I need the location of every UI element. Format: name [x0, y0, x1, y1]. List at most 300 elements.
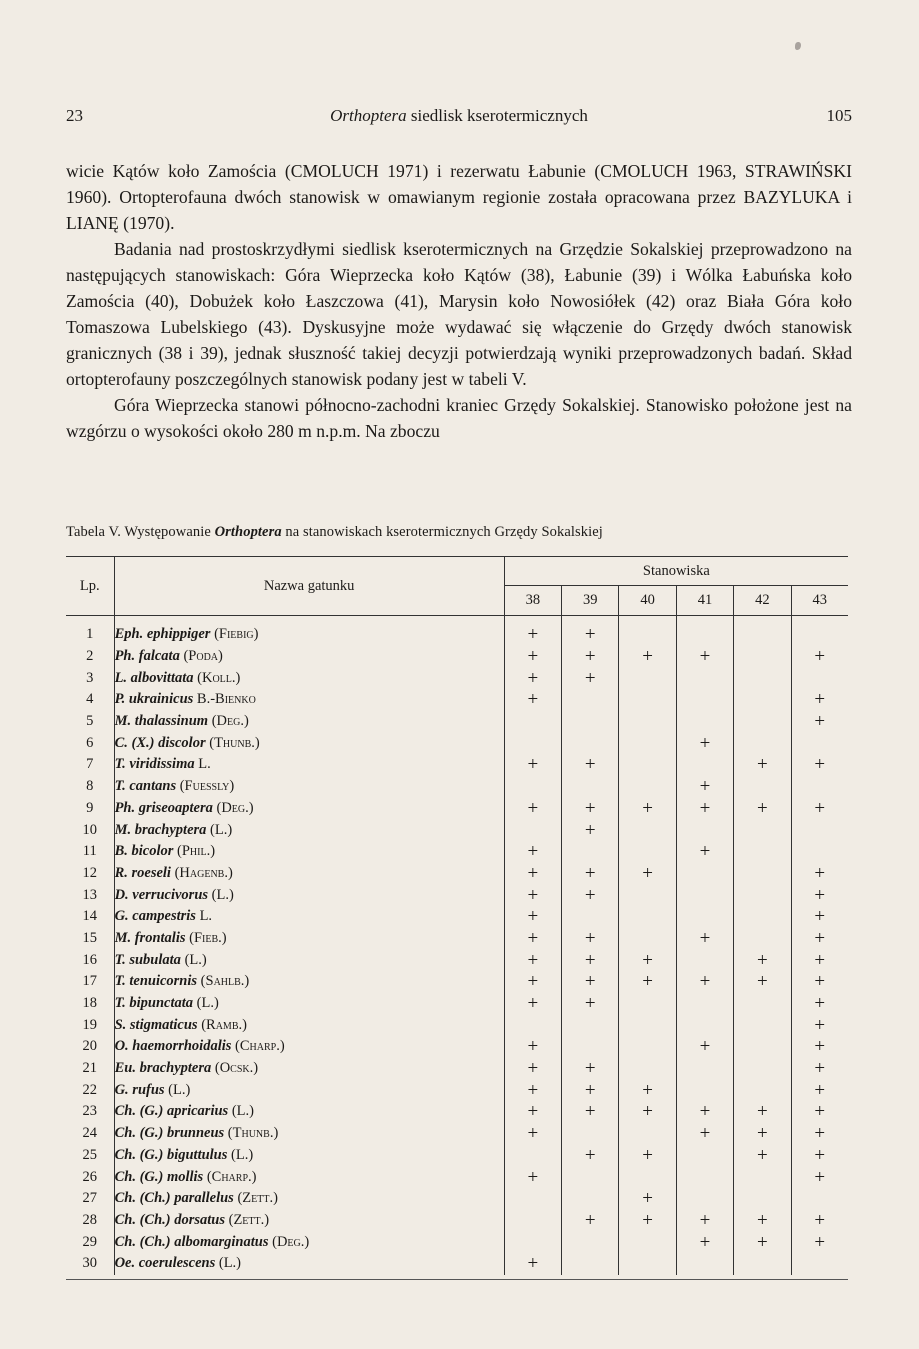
presence-cell-43: + — [814, 1209, 826, 1231]
table-row — [66, 971, 848, 993]
presence-cell-39: + — [562, 1058, 619, 1080]
presence-cell-43: + — [814, 884, 826, 906]
species-author: (Charp.) — [235, 1038, 285, 1055]
presence-cell-43 — [791, 616, 848, 646]
presence-cell-39 — [562, 776, 619, 798]
species-name — [114, 1058, 504, 1080]
presence-cell-40 — [619, 1253, 676, 1275]
presence-cell-39 — [562, 711, 619, 733]
presence-cell-42 — [734, 616, 791, 646]
presence-cell-43 — [791, 667, 848, 689]
presence-cell-41 — [676, 949, 733, 971]
species-name — [114, 819, 504, 841]
row-number: 24 — [66, 1123, 114, 1145]
presence-cell-40: + — [619, 1079, 676, 1101]
presence-cell-42 — [734, 1036, 791, 1058]
presence-cell-42 — [734, 1166, 791, 1188]
species-name — [114, 732, 504, 754]
species-name — [114, 949, 504, 971]
presence-cell-41: + — [676, 776, 733, 798]
presence-cell-40 — [619, 754, 676, 776]
species-binomial: D. verrucivorus — [114, 886, 209, 903]
species-name — [114, 841, 504, 863]
presence-cell-38: + — [504, 949, 561, 971]
column-header-lp: Lp. — [66, 557, 114, 616]
presence-cell-39 — [562, 1253, 619, 1275]
presence-cell-40 — [619, 1058, 676, 1080]
species-author: (Deg.) — [211, 713, 249, 730]
presence-cell-43: + — [814, 1144, 826, 1166]
row-number: 19 — [66, 1014, 114, 1036]
species-name — [114, 1123, 504, 1145]
presence-cell-41: + — [676, 1123, 733, 1145]
presence-cell-41 — [676, 1014, 733, 1036]
species-author: L. — [198, 756, 211, 773]
presence-cell-42 — [734, 863, 791, 885]
presence-cell-41 — [676, 1079, 733, 1101]
presence-cell-41 — [676, 689, 733, 711]
presence-cell-39: + — [562, 667, 619, 689]
presence-cell-39 — [562, 689, 619, 711]
presence-cell-41 — [676, 667, 733, 689]
presence-cell-42 — [734, 776, 791, 798]
presence-cell-39: + — [562, 1210, 619, 1232]
table-row — [66, 841, 848, 863]
page-number-right: 105 — [826, 106, 852, 125]
species-binomial: M. thalassinum — [114, 713, 209, 730]
row-number: 27 — [66, 1188, 114, 1210]
row-number: 15 — [66, 928, 114, 950]
station-header-40: 40 — [619, 586, 676, 616]
presence-cell-43: + — [814, 689, 826, 711]
row-number: 1 — [66, 616, 114, 646]
table-row — [66, 732, 848, 754]
presence-cell-40 — [619, 689, 676, 711]
species-name — [114, 667, 504, 689]
presence-cell-40 — [619, 993, 676, 1015]
presence-cell-41: + — [676, 971, 733, 993]
presence-cell-39: + — [562, 949, 619, 971]
species-binomial: G. rufus — [114, 1081, 165, 1098]
presence-cell-38: + — [504, 841, 561, 863]
presence-cell-38 — [504, 1014, 561, 1036]
column-header-stations: Stanowiska — [504, 557, 848, 586]
row-number: 14 — [66, 906, 114, 928]
species-author: (Zett.) — [237, 1190, 278, 1207]
presence-cell-38 — [504, 1231, 561, 1253]
presence-cell-40: + — [619, 1101, 676, 1123]
species-binomial: T. subulata — [114, 951, 181, 968]
presence-cell-39: + — [562, 884, 619, 906]
presence-cell-41 — [676, 1145, 733, 1167]
table-row — [66, 1101, 848, 1123]
species-binomial: Oe. coerulescens — [114, 1255, 216, 1272]
species-binomial: Eph. ephippiger — [114, 626, 211, 643]
presence-cell-42 — [734, 884, 791, 906]
species-author: (L.) — [210, 821, 233, 838]
presence-cell-42: + — [734, 1101, 791, 1123]
species-author: (L.) — [211, 886, 234, 903]
presence-cell-40 — [619, 667, 676, 689]
row-number: 18 — [66, 993, 114, 1015]
species-binomial: T. viridissima — [114, 756, 195, 773]
table-row — [66, 1123, 848, 1145]
species-author: L. — [199, 908, 213, 925]
presence-cell-38: + — [504, 1166, 561, 1188]
row-number: 25 — [66, 1145, 114, 1167]
presence-cell-43: + — [814, 1036, 826, 1058]
presence-cell-41 — [676, 884, 733, 906]
species-author: (Hagenb.) — [174, 864, 233, 881]
presence-cell-41: + — [676, 646, 733, 668]
presence-cell-41 — [676, 1253, 733, 1275]
presence-cell-38: + — [504, 1036, 561, 1058]
presence-cell-38 — [504, 776, 561, 798]
presence-cell-43: + — [814, 906, 826, 928]
ink-speck — [795, 42, 801, 50]
paragraph-3: Góra Wieprzecka stanowi północno-zachodni kraniec Grzędy Sokalskiej. Stanowisko położone jest na wzgórzu o wysokości około 280 m n.p.m. Na zboczu — [66, 395, 852, 441]
presence-cell-42 — [734, 841, 791, 863]
species-author: (Zett.) — [228, 1211, 270, 1228]
presence-cell-42 — [734, 819, 791, 841]
presence-cell-40 — [619, 732, 676, 754]
row-number: 5 — [66, 711, 114, 733]
presence-cell-42 — [734, 1079, 791, 1101]
presence-cell-43: + — [814, 797, 826, 819]
table-row — [66, 906, 848, 928]
presence-cell-38: + — [504, 971, 561, 993]
presence-cell-40 — [619, 776, 676, 798]
presence-cell-43 — [791, 776, 848, 798]
species-name — [114, 1079, 504, 1101]
species-author: (Thunb.) — [209, 734, 260, 751]
presence-cell-41: + — [676, 841, 733, 863]
presence-cell-40: + — [619, 1210, 676, 1232]
presence-cell-40 — [619, 841, 676, 863]
species-name — [114, 798, 504, 820]
presence-cell-42 — [734, 689, 791, 711]
row-number: 8 — [66, 776, 114, 798]
species-binomial: S. stigmaticus — [114, 1016, 198, 1033]
presence-cell-39: + — [562, 819, 619, 841]
presence-cell-39: + — [562, 1101, 619, 1123]
species-binomial: Ch. (G.) brunneus — [114, 1125, 225, 1142]
presence-cell-39: + — [562, 754, 619, 776]
table-row — [66, 1058, 848, 1080]
species-name — [114, 906, 504, 928]
presence-cell-40 — [619, 1014, 676, 1036]
presence-cell-38: + — [504, 1058, 561, 1080]
table-row — [66, 1079, 848, 1101]
presence-cell-39: + — [562, 798, 619, 820]
species-binomial: T. tenuicornis — [114, 973, 198, 990]
table-row — [66, 616, 848, 646]
presence-cell-40: + — [619, 949, 676, 971]
species-author: (L.) — [231, 1103, 254, 1120]
table-row — [66, 819, 848, 841]
presence-cell-41 — [676, 754, 733, 776]
presence-cell-43: + — [814, 862, 826, 884]
presence-cell-38 — [504, 1188, 561, 1210]
presence-cell-43: + — [814, 1014, 826, 1036]
presence-cell-42 — [734, 711, 791, 733]
row-number: 29 — [66, 1231, 114, 1253]
species-author: (L.) — [218, 1255, 242, 1272]
presence-cell-40: + — [619, 646, 676, 668]
species-name — [114, 1014, 504, 1036]
presence-cell-42: + — [734, 1145, 791, 1167]
paragraph-2: Badania nad prostoskrzydłymi siedlisk kserotermicznych na Grzędzie Sokalskiej przeprowadzono na następujących stanowiskach: Góra Wieprzecka koło Kątów (38), Łabunie (39) i Wólka Łabuńska koło Zamościa (40), Dobużek koło Łaszczowa (41), Marysin koło Nowosiółek (42) oraz Biała Góra koło Tomaszowa Lubelskiego (43). Dyskusyjne może wydawać się włączenie do Grzędy dwóch stanowisk granicznych (38 i 39), jednak słuszność takiej decyzji potwierdzają wyniki przeprowadzonych badań. Skład ortopterofauny poszczególnych stanowisk podany jest w tabeli V. — [66, 239, 852, 389]
species-author: (L.) — [231, 1146, 254, 1163]
species-author: (Deg.) — [216, 799, 254, 816]
presence-cell-41: + — [676, 1210, 733, 1232]
station-header-43: 43 — [791, 586, 848, 616]
presence-cell-40: + — [619, 798, 676, 820]
species-author: (Sahlb.) — [200, 973, 250, 990]
presence-cell-40: + — [619, 863, 676, 885]
presence-cell-40: + — [619, 1188, 676, 1210]
species-name — [114, 689, 504, 711]
presence-cell-43: + — [814, 646, 826, 668]
presence-cell-39: + — [562, 928, 619, 950]
species-name — [114, 616, 504, 646]
presence-cell-42 — [734, 1058, 791, 1080]
species-author: (Thunb.) — [227, 1125, 279, 1142]
presence-cell-42: + — [734, 1123, 791, 1145]
presence-cell-38: + — [504, 1123, 561, 1145]
species-author: (Charp.) — [206, 1168, 257, 1185]
presence-cell-39 — [562, 1231, 619, 1253]
body-text — [66, 158, 852, 444]
presence-cell-39 — [562, 1188, 619, 1210]
species-binomial: L. albovittata — [114, 669, 194, 686]
table-row — [66, 1253, 848, 1275]
presence-cell-43: + — [814, 927, 826, 949]
presence-cell-43: + — [814, 754, 826, 776]
presence-cell-40 — [619, 906, 676, 928]
species-binomial: Eu. brachyptera — [114, 1060, 212, 1077]
presence-cell-38 — [504, 819, 561, 841]
presence-cell-38: + — [504, 689, 561, 711]
species-author: (Poda) — [183, 648, 223, 665]
row-number: 13 — [66, 884, 114, 906]
species-name — [114, 1231, 504, 1253]
presence-cell-42: + — [734, 798, 791, 820]
presence-cell-39 — [562, 1166, 619, 1188]
presence-cell-42 — [734, 667, 791, 689]
running-title: Orthoptera siedlisk kserotermicznych — [330, 106, 588, 125]
row-number: 28 — [66, 1210, 114, 1232]
station-header-42: 42 — [734, 586, 791, 616]
row-number: 22 — [66, 1079, 114, 1101]
species-name — [114, 1101, 504, 1123]
species-binomial: Ch. (G.) biguttulus — [114, 1146, 228, 1163]
presence-cell-38: + — [504, 1253, 561, 1275]
presence-cell-38: + — [504, 1101, 561, 1123]
row-number: 10 — [66, 819, 114, 841]
species-binomial: R. roeseli — [114, 864, 171, 881]
row-number: 23 — [66, 1101, 114, 1123]
row-number: 7 — [66, 754, 114, 776]
species-binomial: O. haemorrhoidalis — [114, 1038, 232, 1055]
table-row — [66, 689, 848, 711]
paragraph-1: wicie Kątów koło Zamościa (CMOLUCH 1971) i rezerwatu Łabunie (CMOLUCH 1963, STRAWIŃSKI 1960). Ortopterofauna dwóch stanowisk w omawianym regionie została opracowana przez BAZYLUKA i LIANĘ (1970). — [66, 161, 852, 233]
species-name — [114, 1166, 504, 1188]
presence-cell-38: + — [504, 906, 561, 928]
row-number: 30 — [66, 1253, 114, 1275]
presence-cell-41 — [676, 616, 733, 646]
species-binomial: Ch. (Ch.) albomarginatus — [114, 1233, 269, 1250]
species-author: (L.) — [196, 995, 219, 1012]
row-number: 26 — [66, 1166, 114, 1188]
presence-cell-42 — [734, 928, 791, 950]
presence-cell-38: + — [504, 798, 561, 820]
species-binomial: Ch. (G.) apricarius — [114, 1103, 229, 1120]
running-header — [66, 106, 852, 130]
presence-cell-38 — [504, 711, 561, 733]
table-row — [66, 1014, 848, 1036]
species-binomial: B. bicolor — [114, 843, 174, 860]
species-binomial: C. (X.) discolor — [114, 734, 206, 751]
presence-cell-40 — [619, 1231, 676, 1253]
species-name — [114, 754, 504, 776]
species-author: (Deg.) — [272, 1233, 310, 1250]
presence-cell-38: + — [504, 884, 561, 906]
presence-cell-39: + — [562, 971, 619, 993]
presence-cell-39 — [562, 906, 619, 928]
row-number: 20 — [66, 1036, 114, 1058]
presence-cell-43: + — [814, 1123, 826, 1145]
table-row — [66, 776, 848, 798]
species-name — [114, 646, 504, 668]
species-author: (Fiebig) — [214, 626, 259, 643]
table-bottom-rule — [66, 1279, 848, 1280]
species-name — [114, 1188, 504, 1210]
species-author: (Fuessly) — [179, 778, 235, 795]
table-row — [66, 1231, 848, 1253]
presence-cell-40 — [619, 884, 676, 906]
presence-cell-40 — [619, 1036, 676, 1058]
presence-cell-38 — [504, 732, 561, 754]
presence-cell-40 — [619, 616, 676, 646]
presence-cell-43: + — [814, 949, 826, 971]
species-name — [114, 776, 504, 798]
presence-cell-43 — [791, 1253, 848, 1275]
presence-cell-39: + — [562, 646, 619, 668]
presence-cell-41: + — [676, 1036, 733, 1058]
table-row — [66, 1210, 848, 1232]
table-caption: Tabela V. Występowanie Orthoptera na stanowiskach kserotermicznych Grzędy Sokalskiej — [66, 524, 603, 540]
presence-cell-41 — [676, 819, 733, 841]
presence-cell-42 — [734, 1188, 791, 1210]
table-row — [66, 798, 848, 820]
row-number: 17 — [66, 971, 114, 993]
presence-cell-42: + — [734, 1210, 791, 1232]
row-number: 21 — [66, 1058, 114, 1080]
presence-cell-40 — [619, 711, 676, 733]
table-row — [66, 667, 848, 689]
presence-cell-41 — [676, 711, 733, 733]
species-author: (Koll.) — [197, 669, 241, 686]
page-number-left: 23 — [66, 106, 83, 125]
column-header-species: Nazwa gatunku — [114, 557, 504, 616]
presence-cell-41: + — [676, 1231, 733, 1253]
presence-cell-38: + — [504, 993, 561, 1015]
presence-cell-42: + — [734, 971, 791, 993]
presence-cell-41: + — [676, 928, 733, 950]
presence-cell-39: + — [562, 863, 619, 885]
table-row — [66, 711, 848, 733]
presence-cell-43: + — [814, 971, 826, 993]
species-binomial: Ch. (Ch.) parallelus — [114, 1190, 234, 1207]
presence-cell-39: + — [562, 1079, 619, 1101]
row-number: 12 — [66, 863, 114, 885]
presence-cell-43: + — [814, 1166, 826, 1188]
station-header-38: 38 — [504, 586, 561, 616]
species-binomial: Ph. griseoaptera — [114, 799, 213, 816]
presence-cell-38 — [504, 1210, 561, 1232]
species-binomial: M. frontalis — [114, 929, 186, 946]
presence-cell-39: + — [562, 993, 619, 1015]
presence-cell-41 — [676, 906, 733, 928]
species-name — [114, 1145, 504, 1167]
presence-cell-38: + — [504, 928, 561, 950]
presence-cell-41 — [676, 1188, 733, 1210]
presence-cell-43: + — [814, 993, 826, 1015]
presence-cell-38 — [504, 1145, 561, 1167]
table-row — [66, 928, 848, 950]
presence-cell-38: + — [504, 754, 561, 776]
species-author: (L.) — [168, 1081, 191, 1098]
presence-cell-39: + — [562, 1145, 619, 1167]
presence-cell-43 — [791, 841, 848, 863]
presence-cell-40 — [619, 1123, 676, 1145]
presence-cell-40: + — [619, 971, 676, 993]
presence-cell-42 — [734, 1014, 791, 1036]
presence-cell-43 — [791, 732, 848, 754]
presence-cell-43: + — [814, 1101, 826, 1123]
presence-cell-40 — [619, 1166, 676, 1188]
presence-cell-39 — [562, 841, 619, 863]
table-row — [66, 993, 848, 1015]
presence-cell-42 — [734, 993, 791, 1015]
presence-cell-41: + — [676, 798, 733, 820]
presence-cell-38: + — [504, 1079, 561, 1101]
table-row — [66, 1188, 848, 1210]
species-author: (Fieb.) — [189, 929, 227, 946]
species-name — [114, 971, 504, 993]
species-author: (L.) — [184, 951, 207, 968]
presence-cell-41 — [676, 993, 733, 1015]
species-binomial: M. brachyptera — [114, 821, 207, 838]
presence-cell-38: + — [504, 616, 561, 646]
table-row — [66, 646, 848, 668]
presence-cell-43 — [791, 819, 848, 841]
species-binomial: T. cantans — [114, 778, 177, 795]
presence-cell-41: + — [676, 1101, 733, 1123]
row-number: 4 — [66, 689, 114, 711]
species-name — [114, 863, 504, 885]
species-author: (Ramb.) — [201, 1016, 247, 1033]
table-row — [66, 863, 848, 885]
row-number: 9 — [66, 798, 114, 820]
row-number: 11 — [66, 841, 114, 863]
presence-cell-38: + — [504, 667, 561, 689]
presence-cell-43 — [791, 1188, 848, 1210]
presence-cell-41 — [676, 1058, 733, 1080]
presence-cell-42: + — [734, 754, 791, 776]
species-name — [114, 1036, 504, 1058]
